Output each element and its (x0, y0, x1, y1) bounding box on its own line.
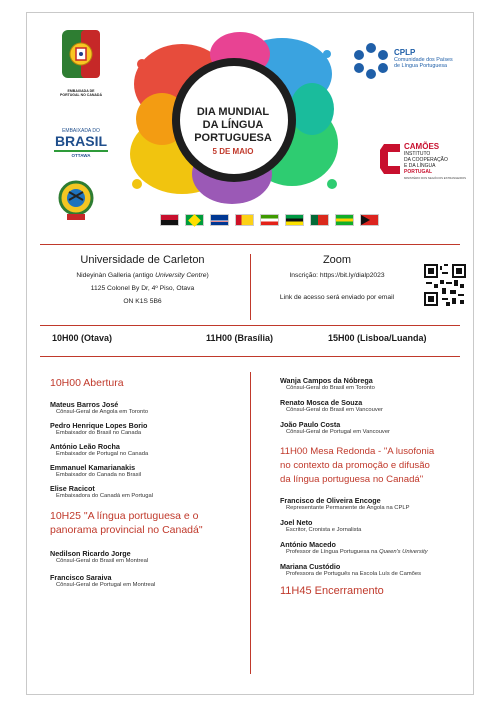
speaker-entry (280, 540, 466, 555)
flag-mocambique (285, 214, 304, 226)
event-date: 5 DE MAIO (212, 147, 254, 156)
angola-coat-of-arms-icon (55, 178, 97, 224)
speaker-name: António Leão Rocha (50, 442, 120, 451)
speaker-entry (50, 549, 246, 564)
divider-times-top (40, 325, 460, 326)
event-title-line3: PORTUGUESA (194, 132, 272, 144)
camoes-logo (378, 140, 468, 182)
flag-sao-tome (335, 214, 354, 226)
camoes-name: CAMÕES (404, 142, 440, 151)
flag-cabo-verde (210, 214, 229, 226)
angola-emblem (55, 178, 97, 224)
flag-angola (160, 214, 179, 226)
speaker-role: Representante Permanente de Angola na CPLP (286, 505, 410, 511)
event-splash-graphic (122, 24, 344, 210)
speaker-role: Cônsul-Geral do Brasil em Montreal (56, 558, 149, 564)
brasil-embassy-top: EMBAIXADA DO (62, 128, 100, 134)
flag-timor-leste (360, 214, 379, 226)
speaker-role: Professora de Português na Escola Luís de Camões (286, 571, 422, 577)
speaker-entry (280, 496, 466, 511)
divider-program-vertical (250, 372, 251, 674)
speaker-role: Professor de Língua Portuguesa na Queen's University (286, 549, 428, 555)
time-otava: 10H00 (Otava) (52, 333, 113, 343)
cplp-sub1: Comunidade dos Países (394, 57, 453, 63)
time-brasilia: 11H00 (Brasília) (206, 333, 274, 343)
speaker-name: Francisco Saraiva (50, 573, 112, 582)
registration-link[interactable]: Inscrição: https://bit.ly/dialp2023 (289, 272, 385, 279)
speaker-entry (280, 376, 466, 391)
panel-title-line2: panorama provincial no Canadá" (50, 524, 203, 536)
speaker-role: Cônsul-Geral do Brasil em Toronto (286, 385, 375, 391)
speaker-name: Nedilson Ricardo Jorge (50, 549, 131, 558)
mesa-title-line2: no contexto da promoção e difusão (280, 460, 430, 471)
speaker-role: Embaixador do Brasil no Canada (56, 430, 142, 436)
cplp-sub2: de Língua Portuguesa (394, 63, 448, 69)
brasil-embassy-name: BRASIL (54, 133, 108, 149)
speaker-name: Wanja Campos da Nóbrega (280, 376, 373, 385)
speaker-role: Embaixador do Canada no Brasil (56, 472, 142, 478)
camoes-sub5: MINISTÉRIO DOS NEGÓCIOS ESTRANGEIROS (404, 176, 467, 180)
divider-top (40, 244, 460, 245)
speaker-entry (280, 398, 466, 413)
divider-times-bottom (40, 356, 460, 357)
speaker-role: Escritor, Cronista e Jornalista (286, 527, 362, 533)
brasil-embassy-city: OTTAWA (71, 153, 91, 158)
cplp-name: CPLP (394, 48, 416, 57)
speaker-entry (50, 463, 246, 478)
speaker-role: Embaixador de Portugal no Canada (56, 451, 149, 457)
mesa-title-line3: da língua portuguesa no Canadá" (280, 474, 424, 485)
venue-in-person (40, 254, 245, 308)
speaker-role: Cônsul-Geral de Angola em Toronto (56, 409, 149, 415)
speaker-name: Mateus Barros José (50, 400, 119, 409)
panel-title-line1: 10H25 "A língua portuguesa e o (50, 510, 199, 522)
speaker-role: Cônsul-Geral de Portugal em Montreal (56, 582, 156, 588)
portugal-coat-of-arms-icon (58, 28, 104, 80)
divider-venue-vertical (250, 254, 251, 320)
access-info: Link de acesso será enviado por email (279, 294, 395, 301)
cplp-logo (352, 42, 464, 82)
speaker-name: Francisco de Oliveira Encoge (280, 496, 381, 505)
speaker-name: Renato Mosca de Souza (280, 398, 363, 407)
abertura-title: 10H00 Abertura (50, 377, 124, 389)
camoes-sub2: DA COOPERAÇÃO (404, 157, 448, 163)
camoes-c-icon (378, 142, 402, 176)
speaker-entry (50, 484, 246, 499)
camoes-sub3: E DA LÍNGUA (404, 163, 436, 169)
speaker-name: Elise Racicot (50, 484, 95, 493)
venue-line2: 1125 Colonel By Dr, 4º Piso, Otava (90, 285, 195, 292)
speaker-name: Emmanuel Kamarianakis (50, 463, 136, 472)
cplp-emblem-icon (352, 42, 390, 80)
speaker-name: Pedro Henrique Lopes Borio (50, 421, 148, 430)
event-title-line2: DA LÍNGUA (202, 119, 264, 131)
venue-title: Universidade de Carleton (80, 254, 205, 266)
speaker-entry (50, 573, 246, 588)
speaker-role: Cônsul-Geral de Portugal em Vancouver (286, 429, 390, 435)
mesa-title-line1: 11H00 Mesa Redonda - "A lusofonia (280, 446, 435, 457)
camoes-sub4: PORTUGAL (404, 169, 433, 175)
venue-online (262, 254, 412, 304)
speaker-name: Joel Neto (280, 518, 313, 527)
event-title-line1: DIA MUNDIAL (196, 106, 270, 118)
speaker-role: Embaixadora do Canadá em Portugal (56, 493, 153, 499)
qr-code-icon[interactable] (424, 264, 466, 306)
speaker-role: Cônsul-Geral do Brasil em Vancouver (286, 407, 383, 413)
speaker-entry (280, 562, 466, 577)
venue-line1: Nideyinàn Galleria (antigo University Centre) (76, 272, 209, 279)
speaker-entry (280, 518, 466, 533)
brasil-embassy-logo (52, 128, 110, 162)
speaker-entry (50, 421, 246, 436)
flag-guine-equatorial (260, 214, 279, 226)
program-right (280, 376, 466, 598)
portugal-embassy-logo (58, 28, 104, 106)
speaker-name: Mariana Custódio (280, 562, 341, 571)
speaker-name: António Macedo (280, 540, 336, 549)
flag-guine-bissau (235, 214, 254, 226)
flag-brasil (185, 214, 204, 226)
speaker-entry (280, 420, 466, 435)
program-left (50, 376, 246, 588)
camoes-sub1: INSTITUTO (404, 151, 431, 157)
zoom-title: Zoom (322, 254, 352, 266)
flag-portugal (310, 214, 329, 226)
speaker-entry (50, 442, 246, 457)
venue-line3: ON K1S 5B6 (123, 298, 162, 305)
encerramento-title: 11H45 Encerramento (280, 585, 384, 597)
speaker-entry (50, 400, 246, 415)
speaker-name: João Paulo Costa (280, 420, 341, 429)
time-lisboa: 15H00 (Lisboa/Luanda) (328, 333, 427, 343)
portugal-embassy-label: EMBAIXADA DE PORTUGAL NO CANADÁ (60, 89, 102, 97)
